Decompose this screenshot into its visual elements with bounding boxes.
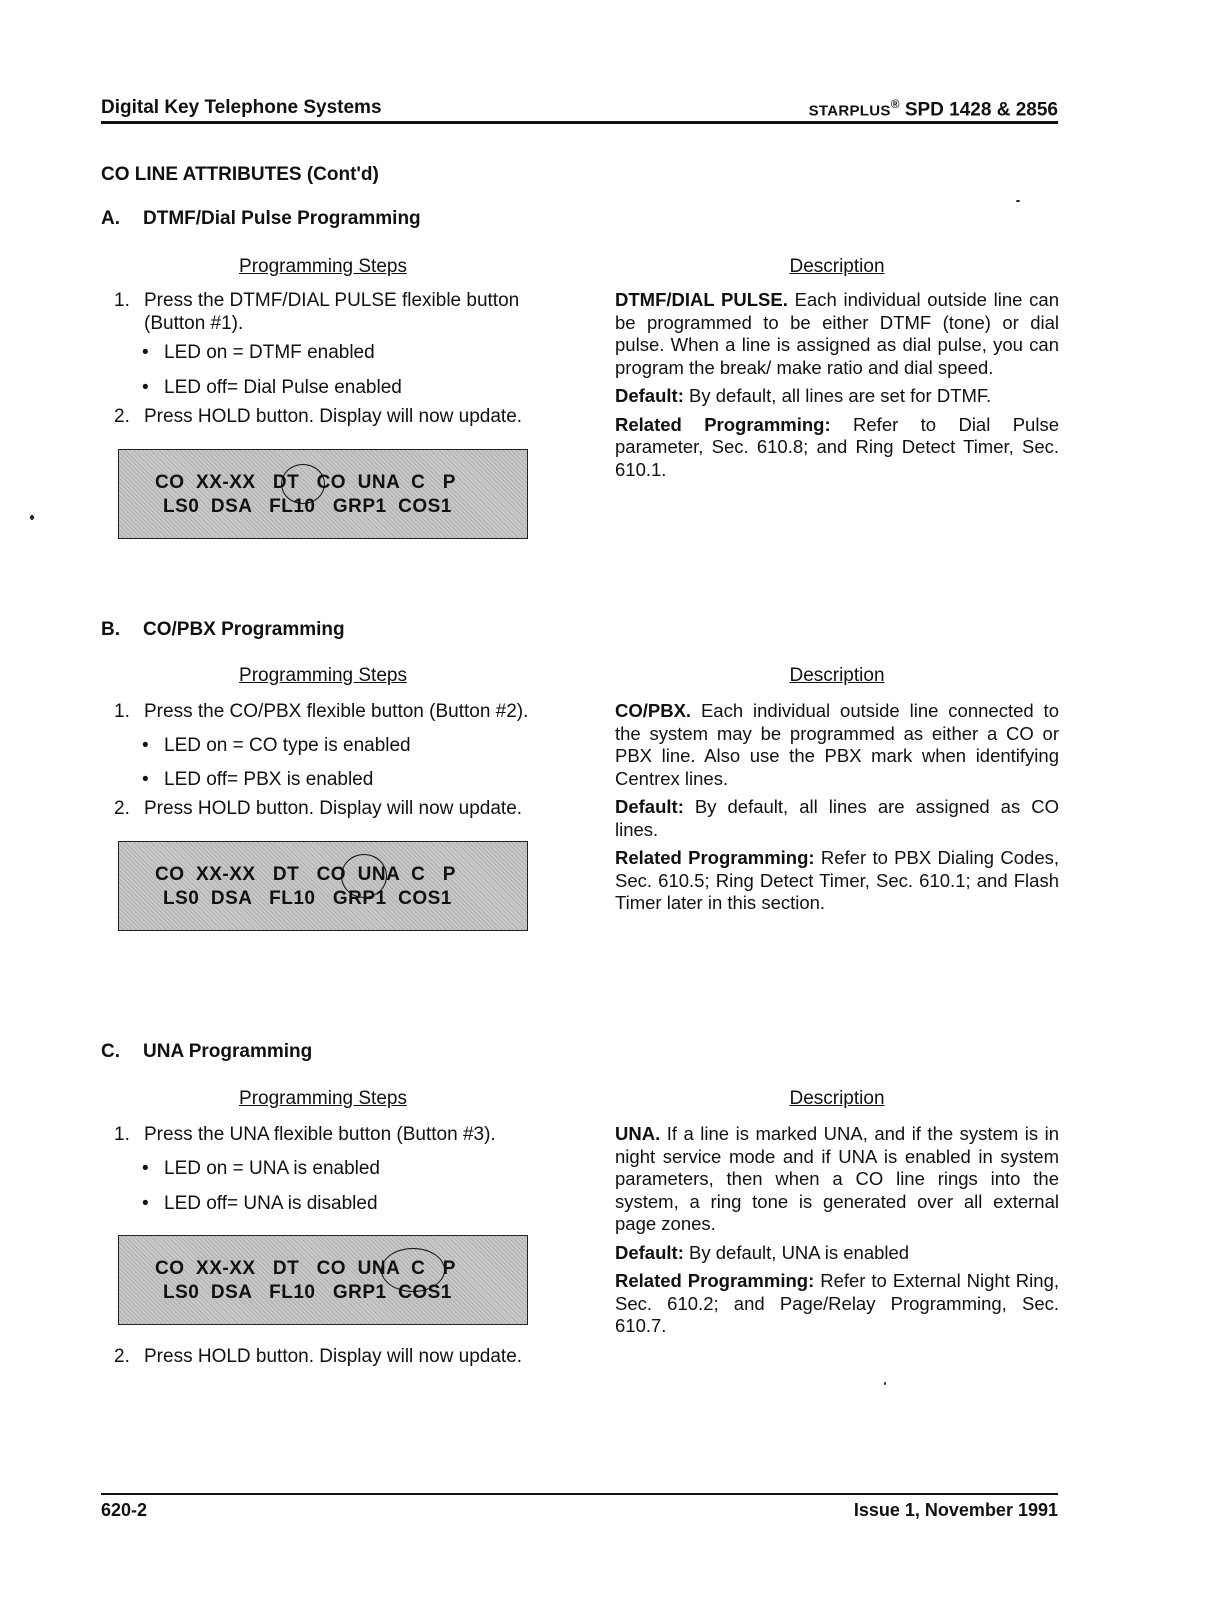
- programming-steps-label: Programming Steps: [239, 256, 407, 277]
- step-2: [114, 797, 554, 820]
- related-text: Refer to PBX Dialing Codes, Sec. 610.5; Ring Detect Timer, Sec. 610.1; and Flash Timer later in this section.: [615, 847, 1059, 913]
- bullet-item: [142, 342, 375, 364]
- bullet-text: LED off= UNA is disabled: [164, 1193, 378, 1214]
- issue-date: Issue 1, November 1991: [853, 1500, 1058, 1520]
- highlight-circle-icon: [381, 1248, 445, 1292]
- step-1: [114, 700, 564, 723]
- scan-speck: [884, 1382, 886, 1385]
- bullet-text: LED off= PBX is enabled: [164, 769, 374, 790]
- default-paragraph: [615, 796, 1059, 841]
- desc-body: Each individual outside line can be programmed to be either DTMF (tone) or dial pulse. When a line is assigned as dial pulse, you can program the break/ make ratio and dial speed.: [615, 289, 1059, 378]
- desc-body: Each individual outside line connected to the system may be programmed as either a CO or PBX line. Also use the PBX mark when identifying Centrex lines.: [615, 700, 1059, 789]
- description-label: Description: [789, 665, 885, 686]
- step-text: Press HOLD button. Display will now update.: [144, 406, 523, 427]
- desc-term: CO/PBX.: [615, 700, 692, 721]
- lcd-row-2: LS0 DSA FL10 GRP1 COS1: [163, 1282, 452, 1303]
- lcd-row-1: CO XX-XX DT CO UNA C P: [155, 864, 456, 885]
- desc-paragraph: [615, 700, 1059, 790]
- related-text: Refer to External Night Ring, Sec. 610.2; and Page/Relay Programming, Sec. 610.7.: [615, 1270, 1059, 1336]
- programming-steps-label: Programming Steps: [239, 665, 407, 686]
- bullet-icon: •: [142, 377, 149, 398]
- highlight-circle-icon: [281, 464, 325, 504]
- bullet-icon: •: [142, 1158, 149, 1179]
- default-paragraph: [615, 1242, 1059, 1265]
- lcd-display: [118, 841, 528, 931]
- scan-speck: [30, 515, 34, 520]
- related-label: Related Programming:: [615, 413, 831, 435]
- section-letter: C.: [101, 1041, 120, 1062]
- model-name: SPD 1428 & 2856: [899, 99, 1058, 121]
- step-text: Press the UNA flexible button (Button #3).: [144, 1124, 496, 1145]
- bullet-item: [142, 377, 402, 399]
- default-label: Default:: [615, 385, 684, 406]
- description-text: [615, 289, 1059, 487]
- bullet-icon: •: [142, 1193, 149, 1214]
- bullet-item: [142, 769, 373, 791]
- lcd-display: [118, 1235, 528, 1325]
- default-text: By default, all lines are set for DTMF.: [683, 385, 992, 406]
- brand-name: STARPLUS: [808, 102, 891, 120]
- footer-rule: [101, 1493, 1058, 1495]
- default-label: Default:: [615, 796, 684, 817]
- section-title: UNA Programming: [143, 1041, 313, 1062]
- bullet-item: [142, 1158, 380, 1180]
- desc-body: If a line is marked UNA, and if the system is in night service mode and if UNA is enabled in system parameters, then when a CO line rings into the system, a ring tone is generated over all external page zones.: [615, 1123, 1059, 1234]
- lcd-display: [118, 449, 528, 539]
- step-text: Press HOLD button. Display will now update.: [144, 798, 523, 819]
- step-number: 1.: [114, 701, 130, 722]
- related-paragraph: [615, 1270, 1059, 1338]
- related-label: Related Programming:: [615, 847, 815, 868]
- desc-term: UNA.: [615, 1123, 661, 1144]
- default-label: Default:: [615, 1241, 684, 1263]
- desc-paragraph: [615, 1123, 1059, 1236]
- section-c-heading: [101, 1041, 312, 1063]
- description-text: [615, 700, 1059, 921]
- step-text: Press the CO/PBX flexible button (Button #2).: [144, 701, 529, 722]
- section-letter: B.: [101, 619, 120, 640]
- desc-term: DTMF/DIAL PULSE.: [615, 289, 788, 310]
- header-rule: [101, 121, 1058, 124]
- section-letter: A.: [101, 208, 120, 229]
- step-1: [114, 289, 554, 335]
- bullet-icon: •: [142, 769, 149, 790]
- section-a-heading: [101, 208, 421, 230]
- step-number: 2.: [114, 406, 130, 427]
- step-2: [114, 405, 554, 428]
- section-title: DTMF/Dial Pulse Programming: [143, 208, 421, 229]
- description-label: Description: [789, 1088, 885, 1109]
- running-header-right: [809, 97, 1058, 121]
- step-number: 2.: [114, 1346, 130, 1367]
- scan-speck: [1016, 200, 1020, 202]
- section-title: CO/PBX Programming: [143, 619, 345, 640]
- lcd-row-1: CO XX-XX DT CO UNA C P: [155, 1258, 456, 1279]
- step-2: [114, 1345, 554, 1368]
- default-paragraph: [615, 385, 1059, 408]
- default-text: By default, UNA is enabled: [683, 1241, 910, 1263]
- related-label: Related Programming:: [615, 1270, 815, 1291]
- step-text: Press HOLD button. Display will now update.: [144, 1346, 523, 1367]
- bullet-icon: •: [142, 342, 149, 363]
- lcd-row-1: CO XX-XX DT CO UNA C P: [155, 472, 456, 493]
- lcd-row-2: LS0 DSA FL10 GRP1 COS1: [163, 496, 452, 517]
- bullet-text: LED off= Dial Pulse enabled: [164, 377, 402, 398]
- step-text-cont: (Button #1).: [144, 313, 244, 334]
- lcd-row-2: LS0 DSA FL10 GRP1 COS1: [163, 888, 452, 909]
- bullet-text: LED on = CO type is enabled: [164, 735, 411, 756]
- programming-steps-label: Programming Steps: [239, 1088, 407, 1109]
- registered-mark: ®: [890, 97, 900, 111]
- bullet-icon: •: [142, 735, 149, 756]
- bullet-text: LED on = DTMF enabled: [164, 342, 375, 363]
- related-paragraph: [615, 847, 1059, 915]
- step-number: 1.: [114, 1124, 130, 1145]
- step-number: 1.: [114, 290, 130, 311]
- page-title: CO LINE ATTRIBUTES (Cont'd): [101, 164, 379, 185]
- page-number: 620-2: [101, 1500, 148, 1520]
- bullet-item: [142, 1193, 378, 1215]
- description-text: [615, 1123, 1059, 1344]
- section-b-heading: [101, 619, 345, 641]
- step-1: [114, 1123, 554, 1146]
- step-text: Press the DTMF/DIAL PULSE flexible button: [144, 290, 520, 311]
- step-number: 2.: [114, 798, 130, 819]
- related-text: Refer to Dial Pulse parameter, Sec. 610.8; and Ring Detect Timer, Sec. 610.1.: [615, 413, 1059, 480]
- bullet-text: LED on = UNA is enabled: [164, 1158, 380, 1179]
- running-header-left: Digital Key Telephone Systems: [101, 97, 382, 118]
- default-text: By default, all lines are assigned as CO lines.: [615, 796, 1059, 840]
- description-label: Description: [789, 256, 885, 277]
- desc-paragraph: [615, 289, 1059, 379]
- related-paragraph: [615, 414, 1059, 482]
- bullet-item: [142, 735, 411, 757]
- highlight-circle-icon: [341, 854, 387, 898]
